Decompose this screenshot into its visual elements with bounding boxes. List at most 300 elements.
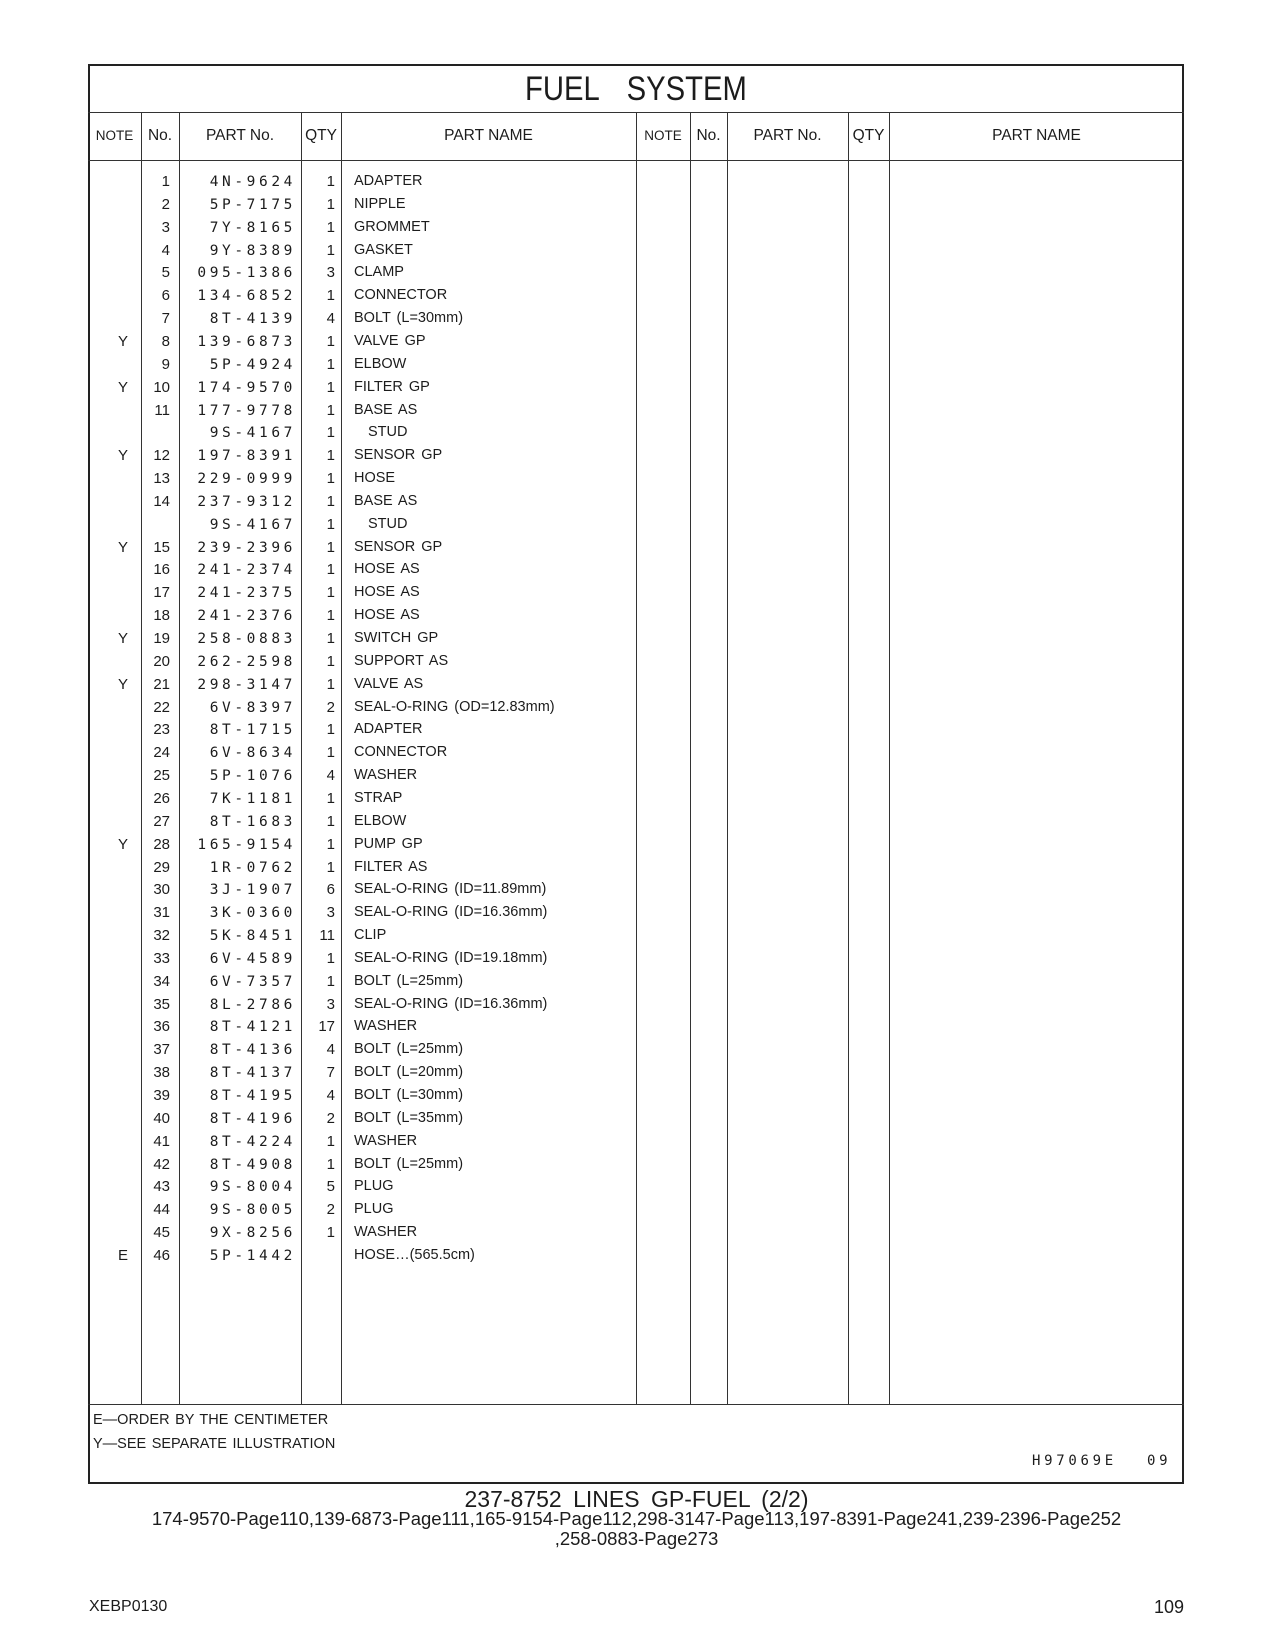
item-number-cell: 44	[153, 1201, 170, 1219]
quantity-cell: 1	[326, 332, 335, 350]
item-number-cell: 28	[153, 835, 170, 853]
quantity-cell: 1	[326, 812, 335, 830]
note-cell: Y	[117, 447, 128, 465]
parts-row	[0, 857, 1273, 880]
part-number-cell: 6V-7357	[209, 973, 296, 990]
note-cell	[88, 262, 141, 285]
parts-row	[0, 765, 1273, 788]
note-cell	[88, 559, 141, 582]
part-number-cell: 095-1386	[197, 265, 296, 282]
note-cell	[88, 1222, 141, 1245]
note-cell	[88, 1039, 141, 1062]
part-name-cell: WASHER	[354, 1224, 418, 1241]
parts-row	[0, 1222, 1273, 1245]
part-name-cell: BOLT (L=25mm)	[354, 1155, 464, 1172]
header-item-number: No.	[147, 127, 173, 144]
quantity-cell: 1	[326, 424, 335, 442]
part-number-cell: 8T-4224	[209, 1133, 296, 1150]
part-name-cell: HOSE AS	[354, 607, 420, 624]
header-part-number: PART No.	[753, 127, 822, 144]
part-name-cell: ADAPTER	[354, 721, 423, 738]
quantity-cell	[301, 1245, 341, 1268]
header-quantity: QTY	[305, 127, 337, 144]
header-part-name: PART NAME	[992, 127, 1081, 144]
illustration-code: H97069E	[1032, 1453, 1117, 1469]
parts-row	[0, 354, 1273, 377]
part-number-cell: 241-2375	[197, 585, 296, 602]
parts-row	[0, 171, 1273, 194]
quantity-cell: 4	[326, 1041, 335, 1059]
quantity-cell: 1	[326, 949, 335, 967]
quantity-cell: 1	[326, 401, 335, 419]
header-part-name: PART NAME	[444, 127, 533, 144]
parts-row	[0, 445, 1273, 468]
quantity-cell: 1	[326, 378, 335, 396]
part-number-cell: 165-9154	[197, 836, 296, 853]
note-cell	[88, 971, 141, 994]
part-name-cell: SEAL-O-RING (ID=19.18mm)	[354, 949, 548, 966]
parts-row	[0, 400, 1273, 423]
parts-row	[0, 628, 1273, 651]
part-number-cell: 139-6873	[197, 333, 296, 350]
item-number-cell: 37	[153, 1041, 170, 1059]
part-number-cell: 241-2374	[197, 562, 296, 579]
note-cell: Y	[117, 378, 128, 396]
note-cell	[88, 308, 141, 331]
parts-row	[0, 1199, 1273, 1222]
quantity-cell: 1	[326, 744, 335, 762]
item-number-cell: 34	[153, 972, 170, 990]
part-number-cell: 8T-4137	[209, 1065, 296, 1082]
part-name-cell: SEAL-O-RING (ID=11.89mm)	[354, 881, 547, 898]
parts-row	[0, 994, 1273, 1017]
part-name-cell: VALVE AS	[354, 675, 424, 692]
note-cell	[88, 1062, 141, 1085]
part-number-cell: 9S-8005	[209, 1202, 296, 1219]
note-cell	[88, 948, 141, 971]
part-name-cell: BOLT (L=25mm)	[354, 1041, 464, 1058]
item-number-cell: 4	[161, 241, 170, 259]
parts-row	[0, 674, 1273, 697]
quantity-cell: 1	[326, 1132, 335, 1150]
item-number-cell: 40	[153, 1109, 170, 1127]
part-number-cell: 197-8391	[197, 448, 296, 465]
part-number-cell: 1R-0762	[209, 859, 296, 876]
item-number-cell: 33	[153, 949, 170, 967]
item-number-cell: 19	[153, 630, 170, 647]
part-number-cell: 9S-4167	[209, 425, 296, 442]
quantity-cell: 1	[326, 538, 335, 556]
item-number-cell: 36	[153, 1018, 170, 1036]
item-number-cell: 20	[153, 652, 170, 670]
quantity-cell: 1	[326, 173, 335, 190]
item-number-cell: 14	[153, 492, 170, 510]
item-number-cell: 13	[153, 470, 170, 488]
part-number-cell: 8T-1683	[209, 813, 296, 830]
quantity-cell: 11	[319, 927, 335, 945]
parts-row	[0, 1176, 1273, 1199]
item-number-cell: 9	[161, 355, 170, 373]
quantity-cell: 1	[326, 858, 335, 876]
item-number-cell: 38	[153, 1064, 170, 1082]
quantity-cell: 1	[326, 470, 335, 488]
part-name-cell: HOSE AS	[354, 584, 420, 601]
parts-row	[0, 537, 1273, 560]
part-number-cell: 6V-8397	[209, 699, 296, 716]
item-number-cell: 32	[153, 927, 170, 945]
note-cell	[88, 857, 141, 880]
part-name-cell: SWITCH GP	[354, 630, 439, 646]
part-number-cell: 9S-4167	[209, 516, 296, 533]
part-number-cell: 262-2598	[197, 653, 296, 670]
part-name-cell: WASHER	[354, 1018, 418, 1035]
quantity-cell: 6	[326, 881, 335, 899]
note-cell	[88, 742, 141, 765]
item-number-cell: 18	[153, 607, 170, 625]
note-cell	[88, 811, 141, 834]
note-cell: Y	[117, 332, 128, 350]
item-number-cell: 23	[153, 721, 170, 739]
note-cell	[88, 902, 141, 925]
quantity-cell: 1	[326, 492, 335, 510]
parts-row	[0, 1085, 1273, 1108]
quantity-cell: 1	[326, 447, 335, 465]
item-number-cell: 1	[161, 173, 170, 190]
parts-row	[0, 514, 1273, 537]
quantity-cell: 2	[326, 698, 335, 716]
part-number-cell: 5P-1442	[209, 1247, 296, 1264]
note-cell	[88, 651, 141, 674]
part-name-cell: STRAP	[354, 789, 403, 806]
quantity-cell: 5	[326, 1178, 335, 1196]
note-cell: E	[117, 1246, 128, 1264]
quantity-cell: 7	[326, 1064, 335, 1082]
note-cell	[88, 1131, 141, 1154]
part-name-cell: FILTER AS	[354, 858, 428, 875]
header-item-number: No.	[696, 127, 721, 144]
part-name-cell: BOLT (L=25mm)	[354, 972, 464, 989]
quantity-cell: 3	[326, 264, 335, 282]
part-name-cell: SEAL-O-RING (ID=16.36mm)	[354, 995, 548, 1012]
item-number-cell: 6	[161, 287, 170, 305]
quantity-cell: 1	[326, 835, 335, 853]
note-cell: Y	[117, 675, 128, 693]
quantity-cell: 3	[326, 995, 335, 1013]
quantity-cell: 1	[326, 287, 335, 305]
item-number-cell	[141, 422, 179, 445]
item-number-cell: 3	[161, 218, 170, 236]
part-name-cell: PUMP GP	[354, 835, 423, 852]
note-cell: Y	[117, 630, 128, 647]
item-number-cell: 10	[153, 378, 170, 396]
parts-row	[0, 1154, 1273, 1177]
part-name-cell: PLUG	[354, 1201, 394, 1218]
item-number-cell: 42	[153, 1155, 170, 1173]
note-cell	[88, 240, 141, 263]
footnote: E—ORDER BY THE CENTIMETER	[93, 1412, 329, 1428]
page-number: 109	[1153, 1597, 1184, 1617]
part-name-cell: CLIP	[354, 927, 387, 944]
item-number-cell: 15	[153, 538, 170, 556]
header-note: NOTE	[95, 128, 134, 143]
footnote: Y—SEE SEPARATE ILLUSTRATION	[93, 1436, 336, 1452]
quantity-cell: 1	[326, 515, 335, 533]
quantity-cell: 1	[326, 789, 335, 807]
item-number-cell: 2	[161, 195, 170, 213]
quantity-cell: 1	[326, 1224, 335, 1242]
parts-row	[0, 262, 1273, 285]
item-number-cell: 27	[153, 812, 170, 830]
parts-row	[0, 902, 1273, 925]
quantity-cell: 1	[326, 355, 335, 373]
note-cell	[88, 765, 141, 788]
parts-row	[0, 788, 1273, 811]
quantity-cell: 17	[318, 1018, 335, 1036]
parts-row	[0, 240, 1273, 263]
parts-row	[0, 971, 1273, 994]
parts-list	[0, 171, 1273, 1271]
note-cell	[88, 1016, 141, 1039]
note-cell	[88, 788, 141, 811]
quantity-cell: 1	[326, 218, 335, 236]
header-part-number: PART No.	[205, 127, 275, 144]
part-number-cell: 4N-9624	[209, 174, 296, 190]
note-cell	[88, 1199, 141, 1222]
parts-row	[0, 308, 1273, 331]
parts-row	[0, 1062, 1273, 1085]
part-name-cell: ADAPTER	[354, 173, 423, 189]
part-number-cell: 258-0883	[197, 631, 296, 647]
item-number-cell: 17	[153, 584, 170, 602]
note-cell	[88, 514, 141, 537]
part-number-cell: 8T-4195	[209, 1088, 296, 1104]
quantity-cell: 4	[326, 1087, 335, 1104]
parts-row	[0, 925, 1273, 948]
part-number-cell: 9S-8004	[209, 1179, 296, 1196]
parts-row	[0, 697, 1273, 720]
quantity-cell: 1	[326, 652, 335, 670]
part-name-cell: NIPPLE	[354, 195, 406, 212]
part-number-cell: 177-9778	[197, 402, 296, 419]
note-cell	[88, 1154, 141, 1177]
parts-row	[0, 1131, 1273, 1154]
item-number-cell: 29	[153, 858, 170, 876]
note-cell	[88, 719, 141, 742]
quantity-cell: 4	[326, 310, 335, 328]
item-number-cell: 41	[153, 1132, 170, 1150]
note-cell	[88, 1176, 141, 1199]
part-number-cell: 7K-1181	[209, 790, 296, 807]
note-cell	[88, 491, 141, 514]
item-number-cell: 39	[153, 1087, 170, 1104]
page-references: ,258-0883-Page273	[554, 1528, 719, 1549]
part-number-cell: 229-0999	[197, 471, 296, 488]
part-name-cell: HOSE AS	[354, 561, 420, 578]
part-number-cell: 9Y-8389	[209, 242, 296, 259]
note-cell	[88, 285, 141, 308]
parts-row	[0, 605, 1273, 628]
item-number-cell: 24	[153, 744, 170, 762]
page-references: 174-9570-Page110,139-6873-Page111,165-9154-Page112,298-3147-Page113,197-8391-Page241,239-2396-Page252	[151, 1508, 1122, 1529]
note-cell	[88, 194, 141, 217]
part-number-cell: 8T-1715	[209, 722, 296, 739]
parts-row	[0, 285, 1273, 308]
quantity-cell: 1	[326, 607, 335, 625]
parts-row	[0, 1108, 1273, 1131]
part-name-cell: BOLT (L=20mm)	[354, 1064, 464, 1081]
part-name-cell: BOLT (L=30mm)	[354, 310, 464, 327]
note-cell	[88, 354, 141, 377]
parts-row	[0, 217, 1273, 240]
part-number-cell: 5P-4924	[209, 356, 296, 373]
note-cell	[88, 400, 141, 423]
header-quantity: QTY	[852, 127, 885, 144]
part-number-cell: 8L-2786	[209, 996, 296, 1013]
part-name-cell: HOSE	[354, 470, 396, 487]
part-number-cell: 9X-8256	[209, 1225, 296, 1242]
quantity-cell: 1	[326, 972, 335, 990]
parts-row	[0, 1039, 1273, 1062]
parts-row	[0, 948, 1273, 971]
part-name-cell: VALVE GP	[354, 332, 426, 349]
note-cell	[88, 1085, 141, 1108]
part-number-cell: 8T-4196	[209, 1110, 296, 1127]
item-number-cell: 35	[153, 995, 170, 1013]
item-number-cell: 26	[153, 789, 170, 807]
parts-row	[0, 422, 1273, 445]
item-number-cell: 46	[153, 1246, 170, 1264]
item-number-cell: 5	[161, 264, 170, 282]
part-number-cell: 298-3147	[197, 676, 296, 693]
quantity-cell: 1	[326, 630, 335, 647]
part-name-cell: GASKET	[354, 241, 413, 258]
part-name-cell: SENSOR GP	[354, 538, 443, 555]
note-cell: Y	[117, 538, 128, 556]
part-name-cell: SEAL-O-RING (OD=12.83mm)	[354, 698, 555, 715]
part-number-cell: 8T-4908	[209, 1156, 296, 1173]
note-cell	[88, 697, 141, 720]
part-number-cell: 8T-4136	[209, 1042, 296, 1059]
quantity-cell: 1	[326, 1155, 335, 1173]
document-code: XEBP0130	[89, 1598, 168, 1615]
item-number-cell: 8	[161, 332, 170, 350]
quantity-cell: 1	[326, 241, 335, 259]
item-number-cell	[141, 514, 179, 537]
part-name-cell: SEAL-O-RING (ID=16.36mm)	[354, 904, 548, 921]
part-number-cell: 7Y-8165	[209, 219, 296, 236]
part-name-cell: STUD	[368, 424, 408, 441]
parts-row	[0, 651, 1273, 674]
parts-row	[0, 194, 1273, 217]
note-cell	[88, 879, 141, 902]
note-cell: Y	[117, 835, 128, 853]
quantity-cell: 1	[326, 675, 335, 693]
note-cell	[88, 1108, 141, 1131]
part-name-cell: WASHER	[354, 767, 418, 784]
quantity-cell: 2	[326, 1201, 335, 1219]
parts-row	[0, 582, 1273, 605]
parts-row	[0, 331, 1273, 354]
part-number-cell: 237-9312	[197, 493, 296, 510]
item-number-cell: 7	[161, 310, 170, 328]
item-number-cell: 31	[153, 904, 170, 922]
part-name-cell: CONNECTOR	[354, 744, 448, 761]
part-number-cell: 3K-0360	[209, 905, 296, 922]
item-number-cell: 25	[153, 767, 170, 785]
part-name-cell: SENSOR GP	[354, 447, 443, 464]
part-number-cell: 134-6852	[197, 288, 296, 305]
part-name-cell: PLUG	[354, 1178, 394, 1195]
part-number-cell: 174-9570	[197, 379, 296, 396]
parts-row	[0, 811, 1273, 834]
quantity-cell: 1	[326, 721, 335, 739]
part-number-cell: 6V-4589	[209, 950, 296, 967]
part-name-cell: FILTER GP	[354, 378, 430, 395]
note-cell	[88, 217, 141, 240]
part-number-cell: 241-2376	[197, 608, 296, 625]
part-number-cell: 8T-4139	[209, 311, 296, 328]
parts-row	[0, 719, 1273, 742]
part-name-cell: HOSE…(565.5cm)	[354, 1246, 475, 1263]
section-title-text: FUEL SYSTEM	[525, 70, 747, 108]
part-name-cell: STUD	[368, 515, 408, 532]
quantity-cell: 4	[326, 767, 335, 785]
part-number-cell: 3J-1907	[209, 882, 296, 899]
part-name-cell: GROMMET	[354, 218, 430, 235]
parts-row	[0, 879, 1273, 902]
parts-row	[0, 742, 1273, 765]
parts-row	[0, 1016, 1273, 1039]
item-number-cell: 30	[153, 881, 170, 899]
part-number-cell: 8T-4121	[209, 1019, 296, 1036]
item-number-cell: 16	[153, 561, 170, 579]
quantity-cell: 3	[326, 904, 335, 922]
note-cell	[88, 582, 141, 605]
quantity-cell: 1	[326, 561, 335, 579]
part-name-cell: ELBOW	[354, 812, 407, 829]
item-number-cell: 45	[153, 1224, 170, 1242]
note-cell	[88, 468, 141, 491]
footnote-divider	[88, 1404, 1184, 1405]
part-number-cell: 5P-1076	[209, 768, 296, 785]
part-name-cell: BASE AS	[354, 401, 418, 418]
part-name-cell: BOLT (L=35mm)	[354, 1109, 464, 1126]
part-name-cell: WASHER	[354, 1132, 418, 1149]
note-cell	[88, 925, 141, 948]
parts-row	[0, 834, 1273, 857]
item-number-cell: 21	[153, 675, 170, 693]
part-name-cell: CONNECTOR	[354, 287, 448, 304]
part-number-cell: 5K-8451	[209, 928, 296, 945]
quantity-cell: 1	[326, 195, 335, 213]
note-cell	[88, 171, 141, 194]
part-number-cell: 6V-8634	[209, 745, 296, 762]
item-number-cell: 11	[154, 401, 170, 419]
group-title: 237-8752 LINES GP-FUEL (2/2)	[464, 1486, 809, 1512]
header-note: NOTE	[644, 128, 682, 143]
part-name-cell: BOLT (L=30mm)	[354, 1087, 464, 1103]
parts-row	[0, 1245, 1273, 1268]
item-number-cell: 12	[153, 447, 170, 465]
part-number-cell: 239-2396	[197, 539, 296, 556]
quantity-cell: 2	[326, 1109, 335, 1127]
parts-row	[0, 559, 1273, 582]
note-cell	[88, 422, 141, 445]
part-name-cell: BASE AS	[354, 492, 418, 509]
part-name-cell: ELBOW	[354, 355, 407, 372]
part-name-cell: CLAMP	[354, 264, 404, 281]
parts-row	[0, 377, 1273, 400]
